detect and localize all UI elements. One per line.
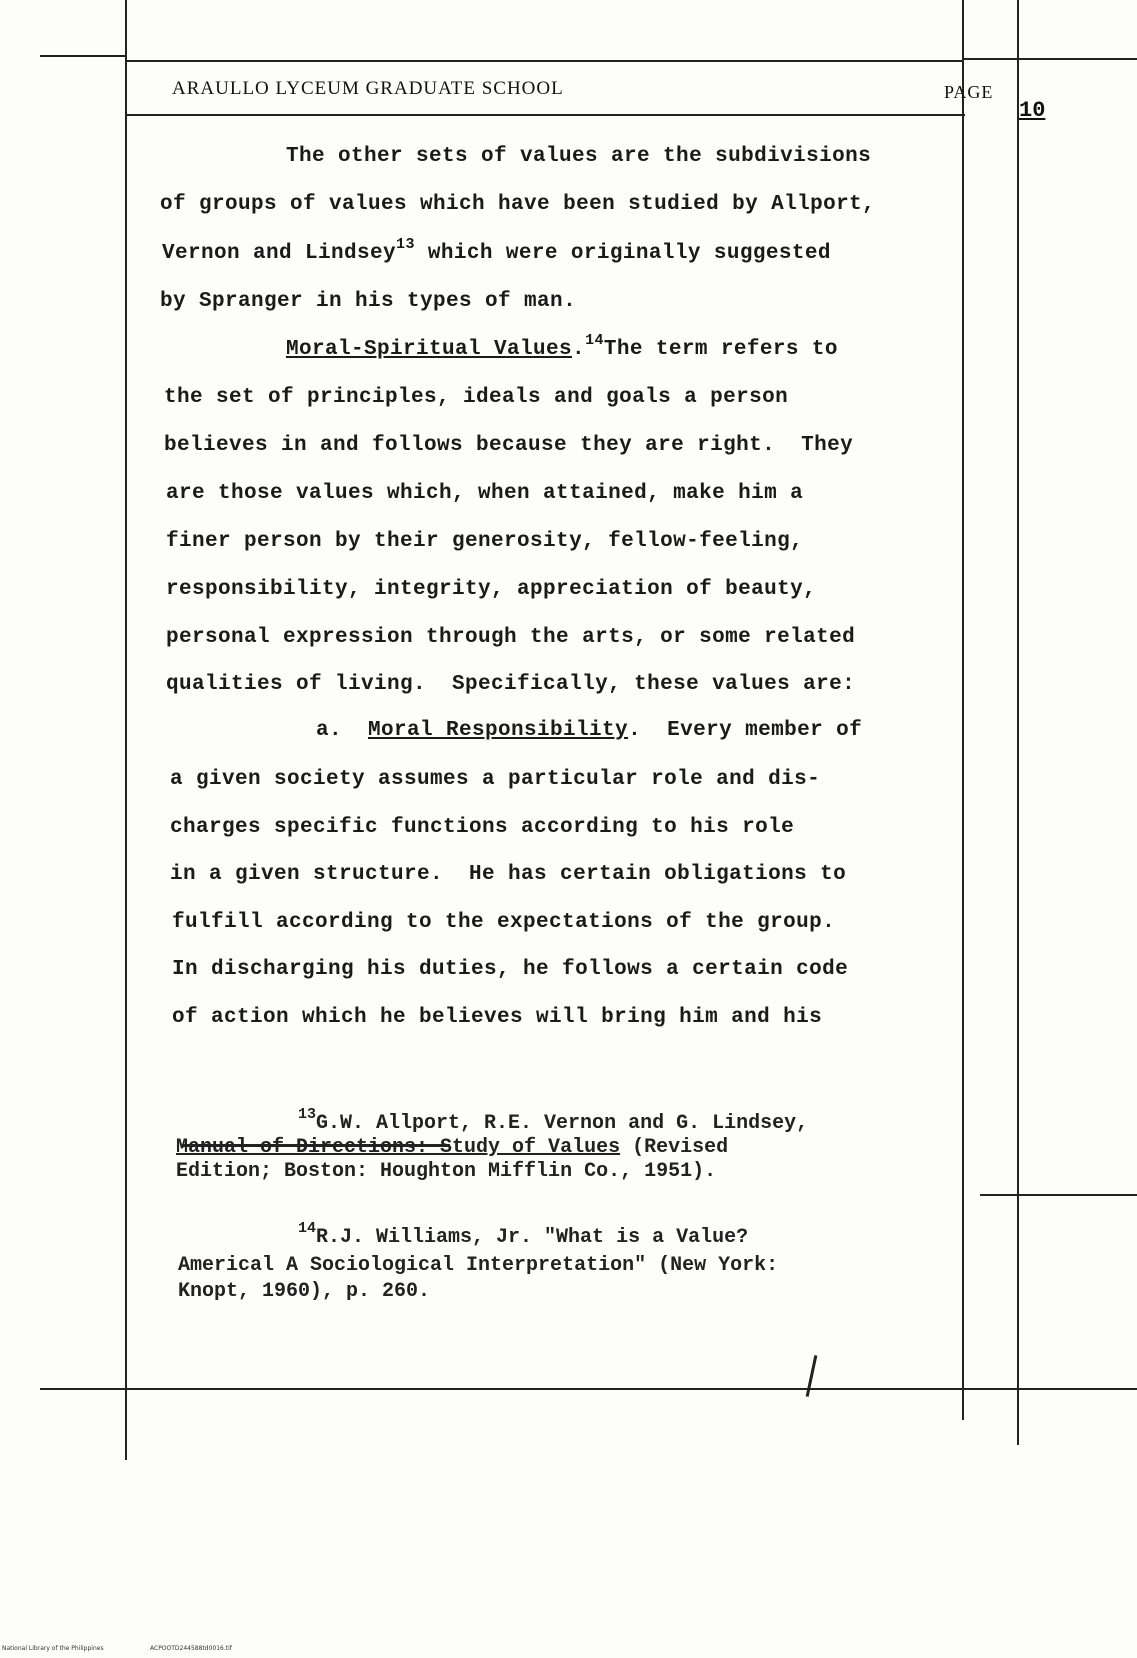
footnote-14-line-3: Knopt, 1960), p. 260. xyxy=(178,1280,431,1303)
right-margin-line xyxy=(962,0,964,1420)
footnote-ref-14: 14 xyxy=(585,332,604,349)
top-rule-right xyxy=(963,58,1137,60)
pen-mark xyxy=(806,1355,818,1397)
scan-footer-left: National Library of the Philippines xyxy=(2,1645,104,1652)
text-span: . Every member of xyxy=(628,719,863,742)
page-label: PAGE xyxy=(944,82,994,102)
body-line-19: of action which he believes will bring him and his xyxy=(172,1006,823,1029)
body-line-4: by Spranger in his types of man. xyxy=(160,290,577,313)
text-span: a. xyxy=(316,719,369,742)
subheading-moral-responsibility: Moral Responsibility xyxy=(368,719,629,742)
text-span: The term refers to xyxy=(603,338,838,361)
section-heading-moral-spiritual: Moral-Spiritual Values xyxy=(286,338,573,361)
right-rule-mid xyxy=(980,1194,1137,1196)
bottom-rule xyxy=(40,1388,1137,1390)
page-number: 10 xyxy=(1019,98,1046,123)
footnote-title: Manual of Directions: Study of Values xyxy=(176,1136,621,1159)
body-line-8: are those values which, when attained, make him a xyxy=(166,482,804,505)
body-line-16: in a given structure. He has certain obligations to xyxy=(170,863,847,886)
body-line-15: charges specific functions according to his role xyxy=(170,816,795,839)
text-span: Vernon and Lindsey xyxy=(162,242,397,265)
footnote-14-line-1 xyxy=(298,1220,749,1249)
body-line-14: a given society assumes a particular role and dis- xyxy=(170,768,821,791)
body-line-1: The other sets of values are the subdivisions xyxy=(286,145,872,168)
footnote-number: 14 xyxy=(298,1220,317,1238)
footnote-14-line-2: Americal A Sociological Interpretation" (New York: xyxy=(178,1254,779,1277)
body-line-2: of groups of values which have been studied by Allport, xyxy=(160,193,876,216)
outer-right-line xyxy=(1017,0,1019,1445)
body-line-12: qualities of living. Specifically, these values are: xyxy=(166,673,856,696)
left-margin-line xyxy=(125,0,127,1460)
body-line-7: believes in and follows because they are right. They xyxy=(164,434,854,457)
body-line-3 xyxy=(162,236,831,265)
footnote-13-line-2 xyxy=(176,1136,728,1159)
text-span: G.W. Allport, R.E. Vernon and G. Lindsey, xyxy=(316,1112,809,1135)
footnote-13-line-1 xyxy=(298,1106,809,1135)
footnote-number: 13 xyxy=(298,1106,317,1124)
text-span: . xyxy=(572,338,586,361)
footnote-ref-13: 13 xyxy=(396,236,415,253)
scan-footer-right: ACPOOTD244588td0016.tif xyxy=(150,1645,232,1652)
text-span: (Revised xyxy=(620,1136,729,1159)
school-header: ARAULLO LYCEUM GRADUATE SCHOOL xyxy=(172,78,564,99)
body-line-18: In discharging his duties, he follows a certain code xyxy=(172,958,849,981)
header-rule xyxy=(125,114,965,116)
top-rule xyxy=(125,60,963,62)
body-line-5 xyxy=(286,332,838,361)
top-rule-left xyxy=(40,55,126,57)
body-line-11: personal expression through the arts, or some related xyxy=(166,626,856,649)
body-line-10: responsibility, integrity, appreciation of beauty, xyxy=(166,578,817,601)
text-span: R.J. Williams, Jr. "What is a Value? xyxy=(316,1226,749,1249)
body-line-6: the set of principles, ideals and goals a person xyxy=(164,386,789,409)
body-line-17: fulfill according to the expectations of the group. xyxy=(172,911,836,934)
text-span: which were originally suggested xyxy=(414,242,831,265)
footnote-13-line-3: Edition; Boston: Houghton Mifflin Co., 1951). xyxy=(176,1160,717,1183)
body-line-13 xyxy=(316,719,862,742)
body-line-9: finer person by their generosity, fellow-feeling, xyxy=(166,530,804,553)
